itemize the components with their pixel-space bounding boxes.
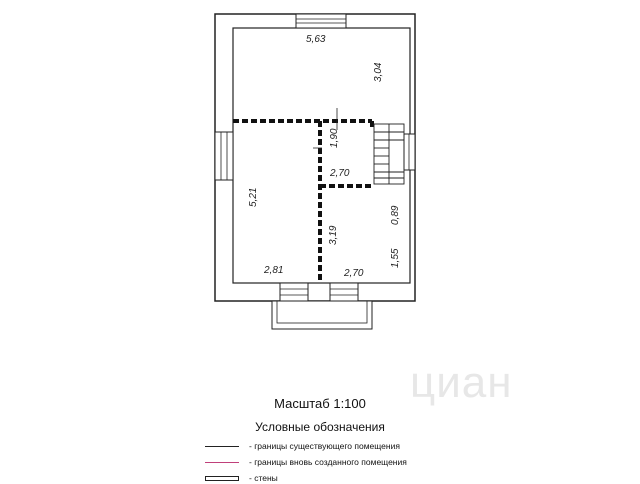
staircase [374,124,404,184]
legend-title: Условные обозначения [255,420,385,434]
dim-hall-height: 1,90 [329,128,340,148]
watermark: циан [410,358,513,407]
legend-item-walls [205,472,278,484]
dim-side-depth-1: 0,89 [390,205,401,225]
bottom-window-left [280,283,308,301]
dim-small-room-width: 2,70 [344,268,364,279]
top-window [296,14,346,28]
legend-label-new: - границы вновь созданного помещения [249,457,407,467]
dim-hall-width: 2,70 [330,168,350,179]
legend-label-walls: - стены [249,473,278,483]
dim-left-room-width: 2,81 [264,265,284,276]
dim-top-room-width: 5,63 [306,34,326,45]
bottom-window-right [330,283,358,301]
porch [272,301,372,329]
legend-item-new [205,456,407,468]
dim-side-depth-2: 1,55 [390,248,401,268]
dim-top-room-depth: 3,04 [373,62,384,82]
right-window [404,134,415,170]
legend-label-existing: - границы существующего помещения [249,441,400,451]
legend-item-existing [205,440,400,452]
dim-small-room-depth: 3,19 [328,225,339,245]
legend-swatch-new [205,462,239,463]
legend-swatch-existing [205,446,239,447]
outer-wall [215,14,415,301]
dim-left-room-depth: 5,21 [248,187,259,207]
left-window [215,132,233,180]
scale-label: Масштаб 1:100 [274,396,366,411]
